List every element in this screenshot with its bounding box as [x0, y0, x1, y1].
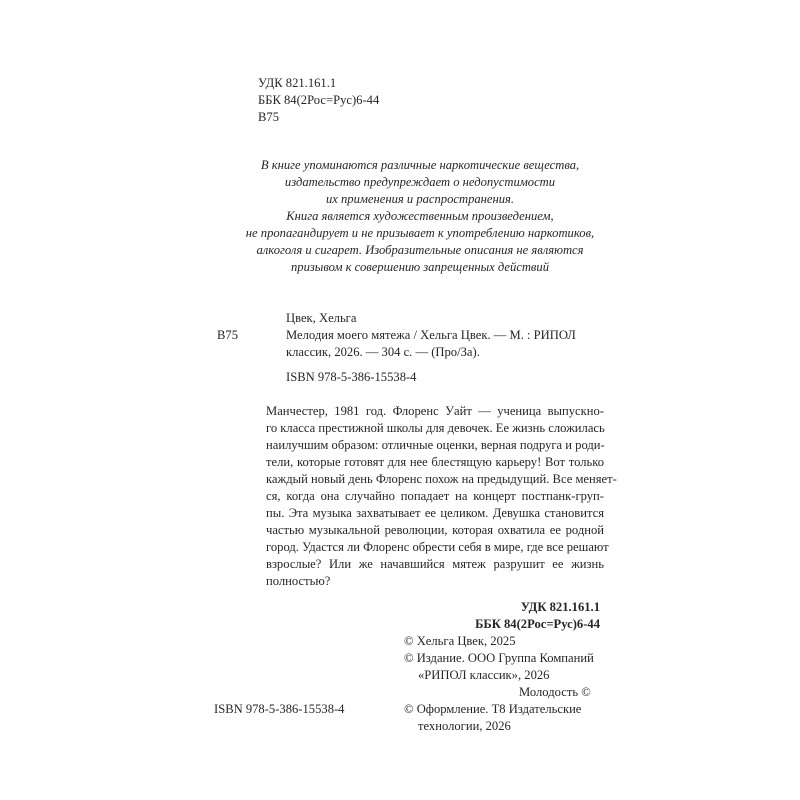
- annotation-line: частью музыкальной революции, которая охватила ее родной: [266, 523, 604, 537]
- warning-line: В книге упоминаются различные наркотические вещества,: [260, 158, 580, 172]
- footer-isbn: ISBN 978-5-386-15538-4: [214, 702, 345, 716]
- copyright-molodost: Молодость ©: [519, 685, 591, 699]
- bib-author: Цвек, Хельга: [286, 311, 357, 325]
- author-mark: В75: [258, 110, 279, 124]
- bbk-code: ББК 84(2Рос=Рус)6-44: [258, 93, 380, 107]
- annotation-line: наилучшим образом: отличные оценки, верная подруга и роди-: [266, 438, 605, 452]
- annotation-line: Манчестер, 1981 год. Флоренс Уайт — ученица выпускно-: [266, 404, 604, 418]
- annotation-line: полностью?: [266, 574, 331, 588]
- copyright-publisher: «РИПОЛ классик», 2026: [418, 668, 550, 682]
- warning-line: издательство предупреждает о недопустимости: [284, 175, 556, 189]
- warning-line: их применения и распространения.: [325, 192, 515, 206]
- bottom-udk-code: УДК 821.161.1: [520, 600, 600, 614]
- annotation-line: го класса престижной школы для девочек. Ее жизнь сложилась: [266, 421, 605, 435]
- warning-line: призывом к совершению запрещенных действий: [291, 260, 549, 274]
- copyright-edition: © Издание. ООО Группа Компаний: [404, 651, 594, 665]
- bib-title-line: Мелодия моего мятежа / Хельга Цвек. — М. : РИПОЛ: [286, 328, 576, 342]
- copyright-design: © Оформление. Т8 Издательские: [404, 702, 582, 716]
- bottom-bbk-code: ББК 84(2Рос=Рус)6-44: [475, 617, 600, 631]
- copyright-design-year: технологии, 2026: [418, 719, 511, 733]
- udk-code: УДК 821.161.1: [258, 76, 337, 90]
- annotation-line: город. Удастся ли Флоренс обрести себя в мире, где все решают: [266, 540, 609, 554]
- bib-mark: В75: [217, 328, 238, 342]
- warning-line: алкоголя и сигарет. Изобразительные описания не являются: [256, 243, 584, 257]
- annotation-line: ся, когда она случайно попадает на концерт постпанк-груп-: [266, 489, 604, 503]
- copyright-author: © Хельга Цвек, 2025: [404, 634, 516, 648]
- bib-isbn: ISBN 978-5-386-15538-4: [286, 370, 417, 384]
- annotation-line: взрослые? Или же начавшийся мятеж разрушит ее жизнь: [266, 557, 604, 571]
- warning-line: Книга является художественным произведением,: [286, 209, 554, 223]
- annotation-line: тели, которые готовят для нее блестящую карьеру! Вот только: [266, 455, 604, 469]
- annotation-line: пы. Эта музыка захватывает ее целиком. Девушка становится: [266, 506, 604, 520]
- bib-publisher-line: классик, 2026. — 304 с. — (Про/За).: [286, 345, 480, 359]
- annotation-line: каждый новый день Флоренс похож на предыдущий. Все меняет-: [266, 472, 617, 486]
- warning-line: не пропагандирует и не призывает к употреблению наркотиков,: [245, 226, 595, 240]
